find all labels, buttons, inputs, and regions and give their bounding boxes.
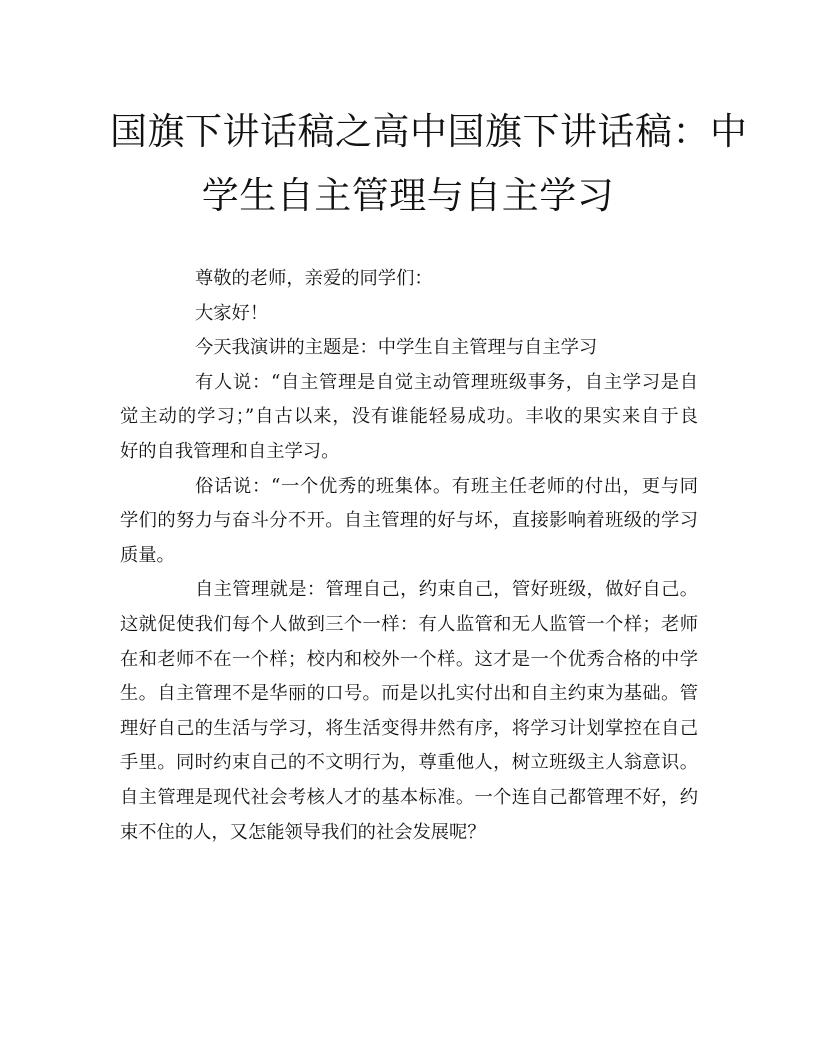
title-line: 国旗下讲话稿之高中国旗下讲话稿：中	[110, 110, 748, 153]
paragraph-line: 学们的努力与奋斗分不开。自主管理的好与坏，直接影响着班级的学习	[120, 510, 698, 532]
paragraph-line: 在和老师不在一个样；校内和校外一个样。这才是一个优秀合格的中学	[120, 648, 698, 670]
paragraph-line: 质量。	[120, 544, 175, 566]
paragraph-line: 有人说：“自主管理是自觉主动管理班级事务，自主学习是自	[195, 371, 698, 393]
paragraph-line: 自主管理就是：管理自己，约束自己，管好班级，做好自己。	[195, 579, 698, 601]
paragraph-self-management	[120, 573, 698, 850]
paragraph-line: 自主管理是现代社会考核人才的基本标准。一个连自己都管理不好，约	[120, 786, 698, 808]
paragraph-greeting	[120, 262, 698, 297]
paragraph-line: 觉主动的学习；”自古以来，没有谁能轻易成功。丰收的果实来自于良	[120, 406, 698, 428]
paragraph-line: 今天我演讲的主题是：中学生自主管理与自主学习	[195, 337, 598, 359]
paragraph-line: 理好自己的生活与学习，将生活变得井然有序，将学习计划掌控在自己	[120, 717, 698, 739]
paragraph-line: 尊敬的老师，亲爱的同学们：	[195, 268, 433, 289]
paragraph-line: 好的自我管理和自主学习。	[120, 440, 340, 462]
paragraph-line: 生。自主管理不是华丽的口号。而是以扎实付出和自主约束为基础。管	[120, 683, 698, 705]
paragraph-quote-2	[120, 470, 698, 574]
paragraph-line: 俗话说：“一个优秀的班集体。有班主任老师的付出，更与同	[195, 475, 698, 497]
paragraph-line: 这就促使我们每个人做到三个一样：有人监管和无人监管一个样；老师	[120, 613, 698, 635]
paragraph-line: 束不住的人，又怎能领导我们的社会发展呢？	[120, 821, 486, 843]
paragraph-line: 大家好！	[195, 302, 269, 324]
document-body	[120, 262, 698, 850]
title-line: 学生自主管理与自主学习	[201, 174, 615, 217]
paragraph-hello	[120, 297, 698, 332]
paragraph-quote-1	[120, 366, 698, 470]
paragraph-topic	[120, 331, 698, 366]
paragraph-line: 手里。同时约束自己的不文明行为，尊重他人，树立班级主人翁意识。	[120, 752, 698, 774]
document-title	[110, 100, 748, 228]
